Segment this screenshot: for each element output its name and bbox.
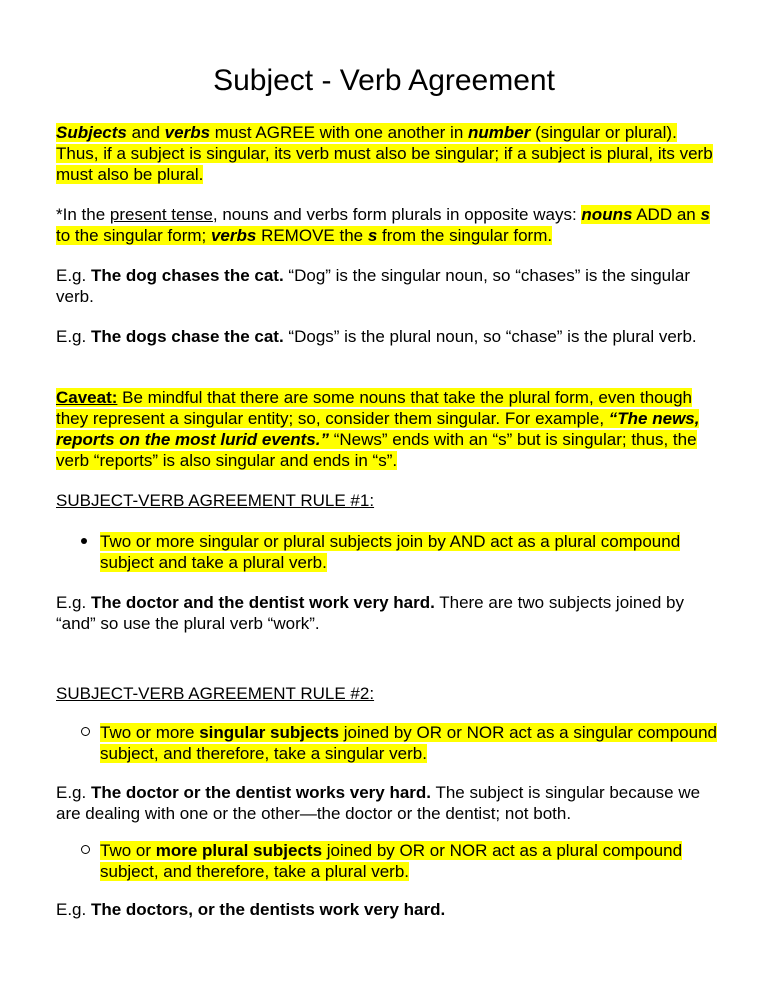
rule2-example-plural: E.g. The doctors, or the dentists work very hard. bbox=[56, 900, 446, 919]
rule1-heading: SUBJECT-VERB AGREEMENT RULE #1: bbox=[56, 491, 375, 510]
rule1-bullet: Two or more singular or plural subjects join by AND act as a plural compound subject and take a plural verb. bbox=[78, 531, 718, 573]
rule2-heading: SUBJECT-VERB AGREEMENT RULE #2: bbox=[56, 684, 375, 703]
rule2-bullet-singular: Two or more singular subjects joined by OR or NOR act as a singular compound subject, and therefore, take a singular verb. bbox=[78, 722, 718, 764]
present-tense-paragraph: *In the present tense, nouns and verbs form plurals in opposite ways: nouns ADD an s to the singular form; verbs REMOVE the s from the singular form. bbox=[56, 205, 710, 245]
example-singular: E.g. The dog chases the cat. “Dog” is the singular noun, so “chases” is the singular verb. bbox=[56, 266, 691, 306]
bullet-circle-icon bbox=[78, 722, 98, 743]
intro-paragraph: Subjects and verbs must AGREE with one another in number (singular or plural). Thus, if a subject is singular, its verb must also be singular; if a subject is plural, its verb must also be plural. bbox=[56, 123, 713, 184]
rule2-example-singular: E.g. The doctor or the dentist works very hard. The subject is singular because we are dealing with one or the other—the doctor or the dentist; not both. bbox=[56, 783, 701, 823]
page-title: Subject - Verb Agreement bbox=[213, 64, 555, 97]
caveat-paragraph: Caveat: Be mindful that there are some nouns that take the plural form, even though they represent a singular entity; so, consider them singular. For example, “The news, reports on the most lurid events.” “News” ends with an “s” but is singular; thus, the verb “reports” is also singular and ends in “s”. bbox=[56, 388, 700, 470]
bullet-circle-icon bbox=[78, 840, 98, 861]
rule2-bullet-plural: Two or more plural subjects joined by OR or NOR act as a plural compound subject, and therefore, take a plural verb. bbox=[78, 840, 718, 882]
rule1-example: E.g. The doctor and the dentist work very hard. There are two subjects joined by “and” so use the plural verb “work”. bbox=[56, 593, 684, 633]
bullet-dot-icon bbox=[78, 531, 98, 552]
example-plural: E.g. The dogs chase the cat. “Dogs” is the plural noun, so “chase” is the plural verb. bbox=[56, 327, 697, 346]
